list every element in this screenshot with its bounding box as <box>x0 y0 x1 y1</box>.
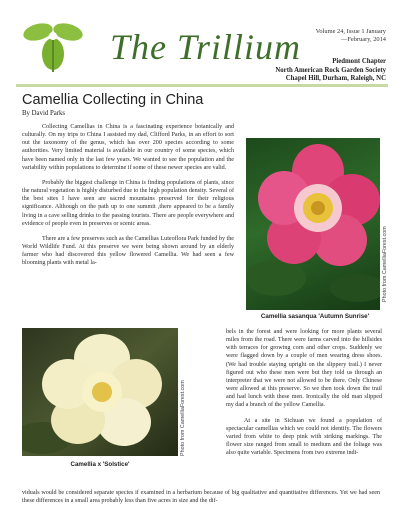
masthead-divider <box>16 84 388 87</box>
photo-caption: Camellia sasanqua 'Autumn Sunrise' <box>260 313 370 320</box>
article-title: Camellia Collecting in China <box>22 92 204 108</box>
article-byline: By David Parks <box>22 110 66 117</box>
society-name: North American Rock Garden Society <box>275 66 386 74</box>
photo-credit: Photo from CamelliaForest.com <box>180 380 186 456</box>
article-continuation: viduals would be considered separate species if examined in a herbarium because of big qualitative and quantitative differences. Yet we had seen these differences in a small area probably less than five acres in size and the dif- <box>22 490 380 505</box>
photo-credit: Photo from CamelliaForest.com <box>382 226 388 302</box>
chapter-info <box>275 58 386 84</box>
issue-volume: Volume 24, Issue 1 January <box>315 28 386 35</box>
paragraph: There are a few preserves such as the Camellias Luteoflora Park funded by the World Wildlife Fund. At this preserve we were being shown around by an elderly farmer who had discovered this yellow flowered Camellia. We had seen a few blooming plants with metal la- <box>22 235 234 267</box>
masthead <box>0 0 400 88</box>
issue-date: —February, 2014 <box>340 36 386 43</box>
paragraph: Collecting Camellias in China is a fascinating experience botanically and culturally. On my trips to China I assisted my dad, Clifford Parks, in an effort to sort out the taxonomy of the genus, which has over 200 species according to some authorities. Very limited material is available in our country of some species, which have been named only in the last few years. We wanted to see the population and the variability within populations to determine if some of these newer species are valid. <box>22 124 234 171</box>
camellia-solstice-photo <box>22 328 178 456</box>
issue-info <box>316 28 386 44</box>
trillium-logo-icon <box>22 14 84 74</box>
chapter-name: Piedmont Chapter <box>332 58 386 65</box>
camellia-autumn-sunrise-photo <box>246 138 380 310</box>
paragraph: At a site in Sichuan we found a population of spectacular camellias which we could not identify. The flowers varied from white to deep pink with striking markings. The flower size ranged from small to medium and the foliage was also quite variable. Specimens from two extreme indi- <box>226 417 382 457</box>
newsletter-title: The Trillium <box>110 27 302 67</box>
article-column-1 <box>22 123 234 268</box>
paragraph: Probably the biggest challenge in China is finding populations of plants, since the natural vegetation is highly disturbed due to the high population density. Several of the best sites I have seen are sacred mountains preserved for their religious significance. Although on the path up to one summit ,there appeared to be a family living in a cave selling drinks to the passing tourists. There are people everywhere and evidence of people even in preserves or scenic areas. <box>22 179 234 227</box>
article-column-2 <box>226 328 382 464</box>
paragraph: bels in the forest and were looking for more plants several miles from the road. There were farms carved into the hillsides with terraces for growing corn and other crops. Suddenly we were flagged down by a couple of men wearing dress shoes. (We had trouble staying upright on the slippery trail.) I never figured out who these men were but they told us through an interpreter that we were not allowed to be there. Only Chinese were allowed at this preserve. So we then took down the trail and had lunch with these men. Ironically the old man slipped my dad a branch of the yellow Camellia. <box>226 329 382 409</box>
chapter-location: Chapel Hill, Durham, Raleigh, NC <box>285 75 386 82</box>
photo-caption: Camellia x 'Solstice' <box>70 461 130 468</box>
